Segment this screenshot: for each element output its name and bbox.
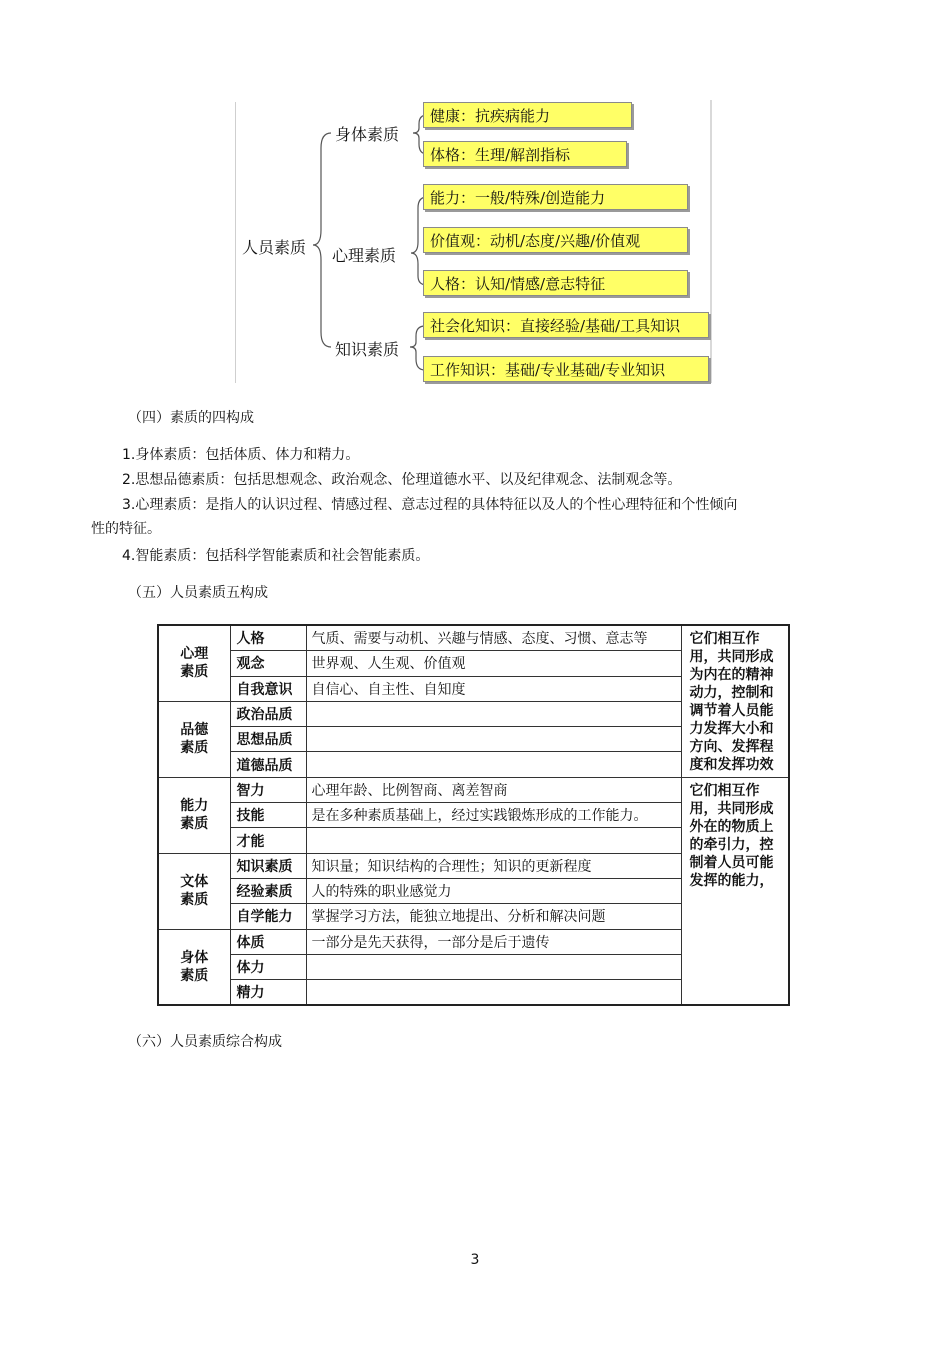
desc-cell: 知识量；知识结构的合理性；知识的更新程度	[306, 853, 681, 878]
desc-cell: 掌握学习方法，能独立地提出、分析和解决问题	[306, 904, 681, 929]
category-cell-literacy: 文体 素质	[158, 853, 230, 929]
group-label-knowledge: 知识素质	[335, 340, 400, 359]
group-label-body: 身体素质	[335, 125, 400, 144]
section-4-item-1: 1.身体素质：包括体质、体力和精力。	[122, 447, 360, 463]
quality-structure-diagram	[235, 100, 713, 383]
item-box-ability: 能力：一般/特殊/创造能力	[423, 184, 688, 210]
section-6-heading: （六）人员素质综合构成	[128, 1034, 282, 1050]
table-row	[158, 777, 789, 802]
desc-cell	[306, 701, 681, 726]
sub-cell: 才能	[230, 828, 306, 853]
item-box-values: 价值观：动机/态度/兴趣/价值观	[423, 227, 688, 253]
item-box-work-knowledge: 工作知识：基础/专业基础/专业知识	[423, 356, 709, 382]
section-5-heading: （五）人员素质五构成	[128, 585, 268, 601]
note-cell-outer: 它们相互作用，共同形成外在的物质上的牵引力，控制着人员可能发挥的能力，	[681, 777, 789, 1005]
sub-cell: 智力	[230, 777, 306, 802]
item-box-personality: 人格：认知/情感/意志特征	[423, 270, 688, 296]
table-row	[158, 625, 789, 651]
sub-cell: 知识素质	[230, 853, 306, 878]
sub-cell: 政治品质	[230, 701, 306, 726]
item-box-physique: 体格：生理/解剖指标	[423, 141, 627, 167]
desc-cell: 一部分是先天获得，一部分是后于遗传	[306, 929, 681, 954]
sub-cell: 人格	[230, 625, 306, 651]
desc-cell: 是在多种素质基础上，经过实践锻炼形成的工作能力。	[306, 803, 681, 828]
sub-cell: 精力	[230, 980, 306, 1006]
category-cell-ability: 能力 素质	[158, 777, 230, 853]
category-cell-psych: 心理 素质	[158, 625, 230, 701]
note-cell-inner: 它们相互作用，共同形成为内在的精神动力，控制和调节着人员能力发挥大小和方向、发挥程度和发挥功效	[681, 625, 789, 777]
sub-cell: 技能	[230, 803, 306, 828]
section-4-item-3: 3.心理素质：是指人的认识过程、情感过程、意志过程的具体特征以及人的个性心理特征和个性倾向	[122, 497, 738, 513]
section-4-item-2: 2.思想品德素质：包括思想观念、政治观念、伦理道德水平、以及纪律观念、法制观念等。	[122, 472, 682, 488]
category-cell-body: 身体 素质	[158, 929, 230, 1005]
section-4-item-3-cont: 性的特征。	[91, 521, 161, 537]
sub-cell: 体质	[230, 929, 306, 954]
desc-cell: 自信心、自主性、自知度	[306, 676, 681, 701]
desc-cell: 世界观、人生观、价值观	[306, 651, 681, 676]
sub-cell: 自我意识	[230, 676, 306, 701]
sub-cell: 观念	[230, 651, 306, 676]
sub-cell: 体力	[230, 954, 306, 979]
desc-cell	[306, 727, 681, 752]
section-4-item-4: 4.智能素质：包括科学智能素质和社会智能素质。	[122, 548, 430, 564]
category-cell-morality: 品德 素质	[158, 701, 230, 777]
sub-cell: 思想品质	[230, 727, 306, 752]
desc-cell: 人的特殊的职业感觉力	[306, 878, 681, 903]
root-node-label: 人员素质	[242, 238, 307, 257]
group-label-psych: 心理素质	[332, 246, 397, 265]
sub-cell: 道德品质	[230, 752, 306, 777]
desc-cell	[306, 954, 681, 979]
desc-cell: 心理年龄、比例智商、离差智商	[306, 777, 681, 802]
item-box-social-knowledge: 社会化知识：直接经验/基础/工具知识	[423, 312, 709, 338]
quality-composition-table	[157, 624, 790, 1006]
page-number: 3	[470, 1252, 480, 1268]
desc-cell	[306, 980, 681, 1006]
desc-cell	[306, 828, 681, 853]
item-box-health: 健康：抗疾病能力	[423, 102, 632, 128]
sub-cell: 自学能力	[230, 904, 306, 929]
desc-cell	[306, 752, 681, 777]
sub-cell: 经验素质	[230, 878, 306, 903]
section-4-heading: （四）素质的四构成	[128, 410, 254, 426]
desc-cell: 气质、需要与动机、兴趣与情感、态度、习惯、意志等	[306, 625, 681, 651]
